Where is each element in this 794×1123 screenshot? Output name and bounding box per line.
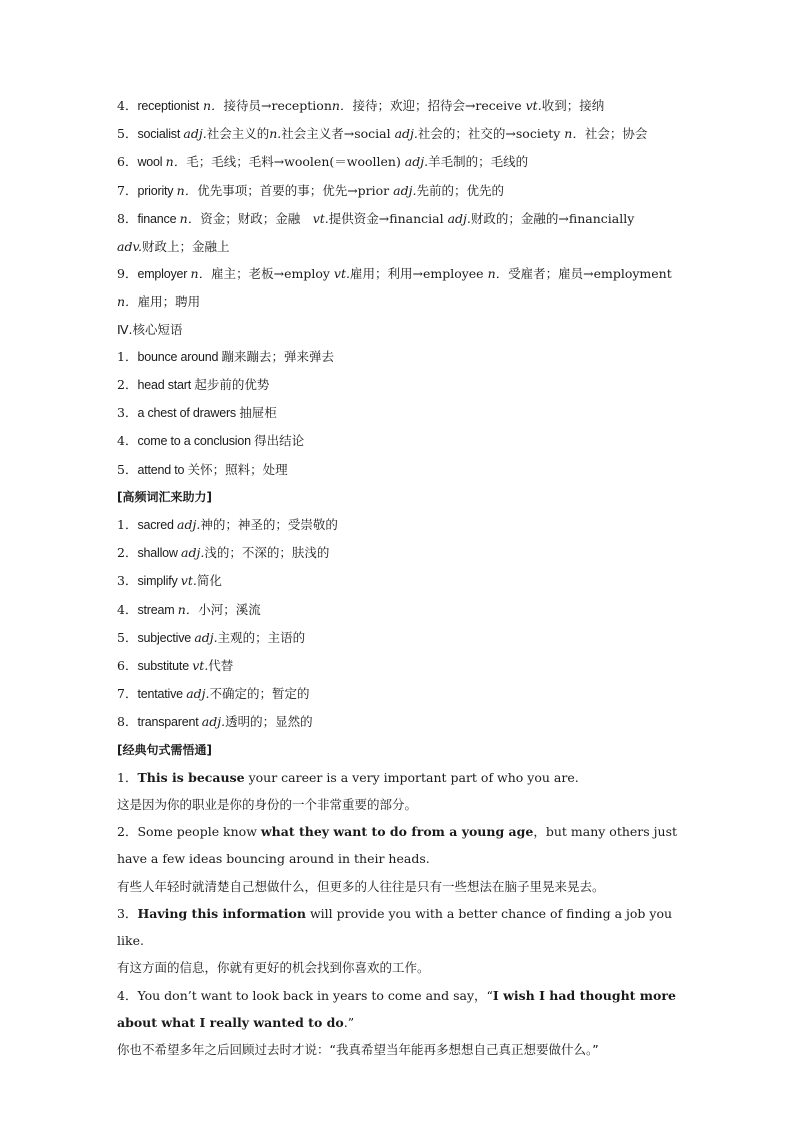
phrase-en: bounce around xyxy=(137,349,222,364)
item-number: 5． xyxy=(117,126,138,142)
part-of-speech: adj. xyxy=(186,686,210,702)
word-cn: 代替 xyxy=(208,658,234,674)
part-of-speech: adj. xyxy=(194,629,218,645)
vocab-line xyxy=(117,260,682,288)
item-number: 2． xyxy=(117,824,138,840)
word-item xyxy=(117,708,682,736)
vocab-meaning: 社会；协会 xyxy=(584,126,648,142)
vocab-meaning: 雇用；聘用 xyxy=(137,294,201,310)
part-of-speech: n． xyxy=(190,266,212,282)
sentence-en xyxy=(117,982,682,1036)
word-en: simplify xyxy=(137,574,181,589)
part-of-speech: adj. xyxy=(201,714,226,730)
word-cn: 神的；神圣的；受崇敬的 xyxy=(200,517,338,533)
word-cn: 浅的；不深的；肤浅的 xyxy=(204,545,330,561)
item-number: 3． xyxy=(117,573,138,589)
sentence-highlight: This is because xyxy=(137,769,245,785)
phrase-cn: 起步前的优势 xyxy=(194,377,270,393)
document-page xyxy=(117,92,682,1063)
word-item xyxy=(117,624,682,652)
word-cn: 不确定的；暂定的 xyxy=(209,686,310,702)
vocab-meaning: 社会主义者→social xyxy=(281,126,395,142)
phrase-en: come to a conclusion xyxy=(137,434,255,449)
word-cn: 小河；溪流 xyxy=(198,601,261,617)
phrase-item xyxy=(117,456,682,484)
part-of-speech: n． xyxy=(176,182,198,198)
word-item xyxy=(117,652,682,680)
sentence-cn: 这是因为你的职业是你的身份的一个非常重要的部分。 xyxy=(117,797,418,813)
word-en: tentative xyxy=(137,687,187,702)
word-item xyxy=(117,680,682,708)
word-cn: 主观的；主语的 xyxy=(217,629,306,645)
vocab-meaning: 雇用；利用→employee xyxy=(349,266,488,282)
sentence-highlight: I wish I had thought more about what I really wanted to do xyxy=(117,987,676,1030)
item-number: 9． xyxy=(117,266,138,282)
part-of-speech: n． xyxy=(202,98,224,113)
sentence-cn: 有这方面的信息，你就有更好的机会找到你喜欢的工作。 xyxy=(117,960,430,976)
item-number: 5． xyxy=(117,629,138,645)
sentence-en xyxy=(117,764,682,791)
part-of-speech: adj. xyxy=(393,182,417,198)
vocab-meaning: 收到；接纳 xyxy=(541,98,605,113)
sentence-text: .” xyxy=(343,1014,355,1030)
word-en: substitute xyxy=(137,659,193,674)
sentence-cn: 有些人年轻时就清楚自己想做什么，但更多的人往往是只有一些想法在脑子里晃来晃去。 xyxy=(117,878,605,894)
item-number: 4． xyxy=(117,601,138,617)
word-en: shallow xyxy=(137,546,182,561)
sentence-en xyxy=(117,900,682,954)
vocab-meaning: 羊毛制的；毛线的 xyxy=(428,154,529,170)
phrase-en: head start xyxy=(137,378,195,393)
item-number: 8． xyxy=(117,714,138,730)
part-of-speech: vt. xyxy=(312,210,329,226)
phrase-item xyxy=(117,371,682,399)
section-heading-core-phrases: Ⅳ.核心短语 xyxy=(117,321,183,337)
phrase-cn: 关怀；照料；处理 xyxy=(187,461,288,477)
phrase-en: a chest of drawers xyxy=(137,406,240,421)
part-of-speech: adj. xyxy=(181,545,205,561)
word-en: sacred xyxy=(137,518,178,533)
part-of-speech: n． xyxy=(331,98,353,113)
vocab-word: employer xyxy=(137,267,191,282)
part-of-speech: n． xyxy=(487,266,509,282)
sentence-text: Some people know xyxy=(137,824,261,840)
vocab-line xyxy=(117,92,682,120)
vocab-line-continuation xyxy=(117,288,682,315)
item-number: 4． xyxy=(117,98,138,113)
part-of-speech: vt. xyxy=(525,98,542,113)
item-number: 5． xyxy=(117,461,138,477)
phrase-cn: 抽屉柜 xyxy=(239,405,277,421)
part-of-speech: n． xyxy=(564,126,585,142)
word-item xyxy=(117,567,682,595)
vocab-line xyxy=(117,205,682,233)
item-number: 1． xyxy=(117,348,138,364)
item-number: 7． xyxy=(117,182,138,198)
item-number: 6． xyxy=(117,658,138,674)
part-of-speech: adj. xyxy=(394,126,418,142)
vocab-meaning: 毛；毛线；毛料→woolen(＝woollen) xyxy=(186,154,405,170)
section-heading-high-frequency: [高频词汇来助力] xyxy=(117,489,212,504)
part-of-speech: n． xyxy=(117,294,138,310)
word-cn: 简化 xyxy=(196,573,222,589)
part-of-speech: n. xyxy=(269,126,282,142)
sentence-cn: 你也不希望多年之后回顾过去时才说：“我真希望当年能再多想想自己真正想要做什么。” xyxy=(117,1041,599,1057)
phrase-en: attend to xyxy=(137,462,188,477)
vocab-line xyxy=(117,120,682,148)
vocab-meaning: 社会的；社交的→society xyxy=(417,126,565,142)
vocab-meaning: 先前的；优先的 xyxy=(416,182,504,198)
word-en: transparent xyxy=(137,715,202,730)
part-of-speech: n． xyxy=(177,601,199,617)
item-number: 3． xyxy=(117,905,138,921)
vocab-word: finance xyxy=(137,211,180,226)
word-item xyxy=(117,511,682,539)
vocab-line-continuation xyxy=(117,233,682,260)
part-of-speech: vt. xyxy=(192,658,209,674)
vocab-word: receptionist xyxy=(137,99,199,113)
vocab-meaning: 优先事项；首要的事；优先→prior xyxy=(197,182,394,198)
vocab-meaning: 财政的；金融的→financially xyxy=(470,210,635,226)
sentence-text: You don’t want to look back in years to come and say，“ xyxy=(137,987,493,1003)
vocab-meaning: 雇主；老板→employ xyxy=(211,266,334,282)
phrase-item xyxy=(117,427,682,455)
part-of-speech: adj. xyxy=(404,154,429,170)
word-item xyxy=(117,539,682,567)
vocab-line xyxy=(117,177,682,205)
vocab-meaning: 接待；欢迎；招待会→receive xyxy=(352,98,526,113)
vocab-meaning: 财政上；金融上 xyxy=(142,239,230,255)
sentence-text: will provide you with a better chance of finding a job you like. xyxy=(117,905,673,949)
vocab-word: priority xyxy=(137,183,177,198)
vocab-line xyxy=(117,148,682,176)
phrase-item xyxy=(117,343,682,371)
word-cn: 透明的；显然的 xyxy=(225,714,313,730)
word-en: subjective xyxy=(137,630,195,645)
item-number: 1． xyxy=(117,769,138,785)
part-of-speech: adv. xyxy=(117,239,143,255)
vocab-word: socialist xyxy=(137,127,184,142)
part-of-speech: adj. xyxy=(177,517,201,533)
item-number: 2． xyxy=(117,377,138,393)
item-number: 1． xyxy=(117,517,138,533)
sentence-highlight: Having this information xyxy=(137,905,306,921)
item-number: 4． xyxy=(117,987,138,1003)
word-item xyxy=(117,596,682,624)
part-of-speech: n． xyxy=(165,154,187,170)
part-of-speech: n． xyxy=(179,210,201,226)
vocab-meaning: 接待员→reception xyxy=(223,98,332,113)
sentence-text: your career is a very important part of who you are. xyxy=(244,769,579,785)
item-number: 4． xyxy=(117,433,138,449)
word-en: stream xyxy=(137,602,178,617)
section-heading-classic-sentences: [经典句式需悟通] xyxy=(117,742,212,757)
part-of-speech: adj. xyxy=(447,210,471,226)
phrase-cn: 蹦来蹦去；弹来弹去 xyxy=(221,348,335,364)
sentence-highlight: what they want to do from a young age xyxy=(260,824,534,840)
item-number: 2． xyxy=(117,545,138,561)
vocab-meaning: 受雇者；雇员→employment xyxy=(508,266,672,282)
sentence-text: ，but many others just have a few ideas bouncing around in their heads. xyxy=(117,824,678,867)
vocab-word: wool xyxy=(137,155,166,170)
item-number: 7． xyxy=(117,686,138,702)
vocab-meaning: 提供资金→financial xyxy=(328,210,448,226)
item-number: 6． xyxy=(117,154,138,170)
vocab-meaning: 社会主义的 xyxy=(206,126,270,142)
part-of-speech: adj. xyxy=(183,126,207,142)
phrase-cn: 得出结论 xyxy=(254,433,305,449)
part-of-speech: vt. xyxy=(180,573,197,589)
part-of-speech: vt. xyxy=(333,266,350,282)
vocab-meaning: 资金；财政；金融 xyxy=(200,210,313,226)
item-number: 3． xyxy=(117,405,138,421)
item-number: 8． xyxy=(117,210,138,226)
phrase-item xyxy=(117,399,682,427)
sentence-en xyxy=(117,818,682,872)
